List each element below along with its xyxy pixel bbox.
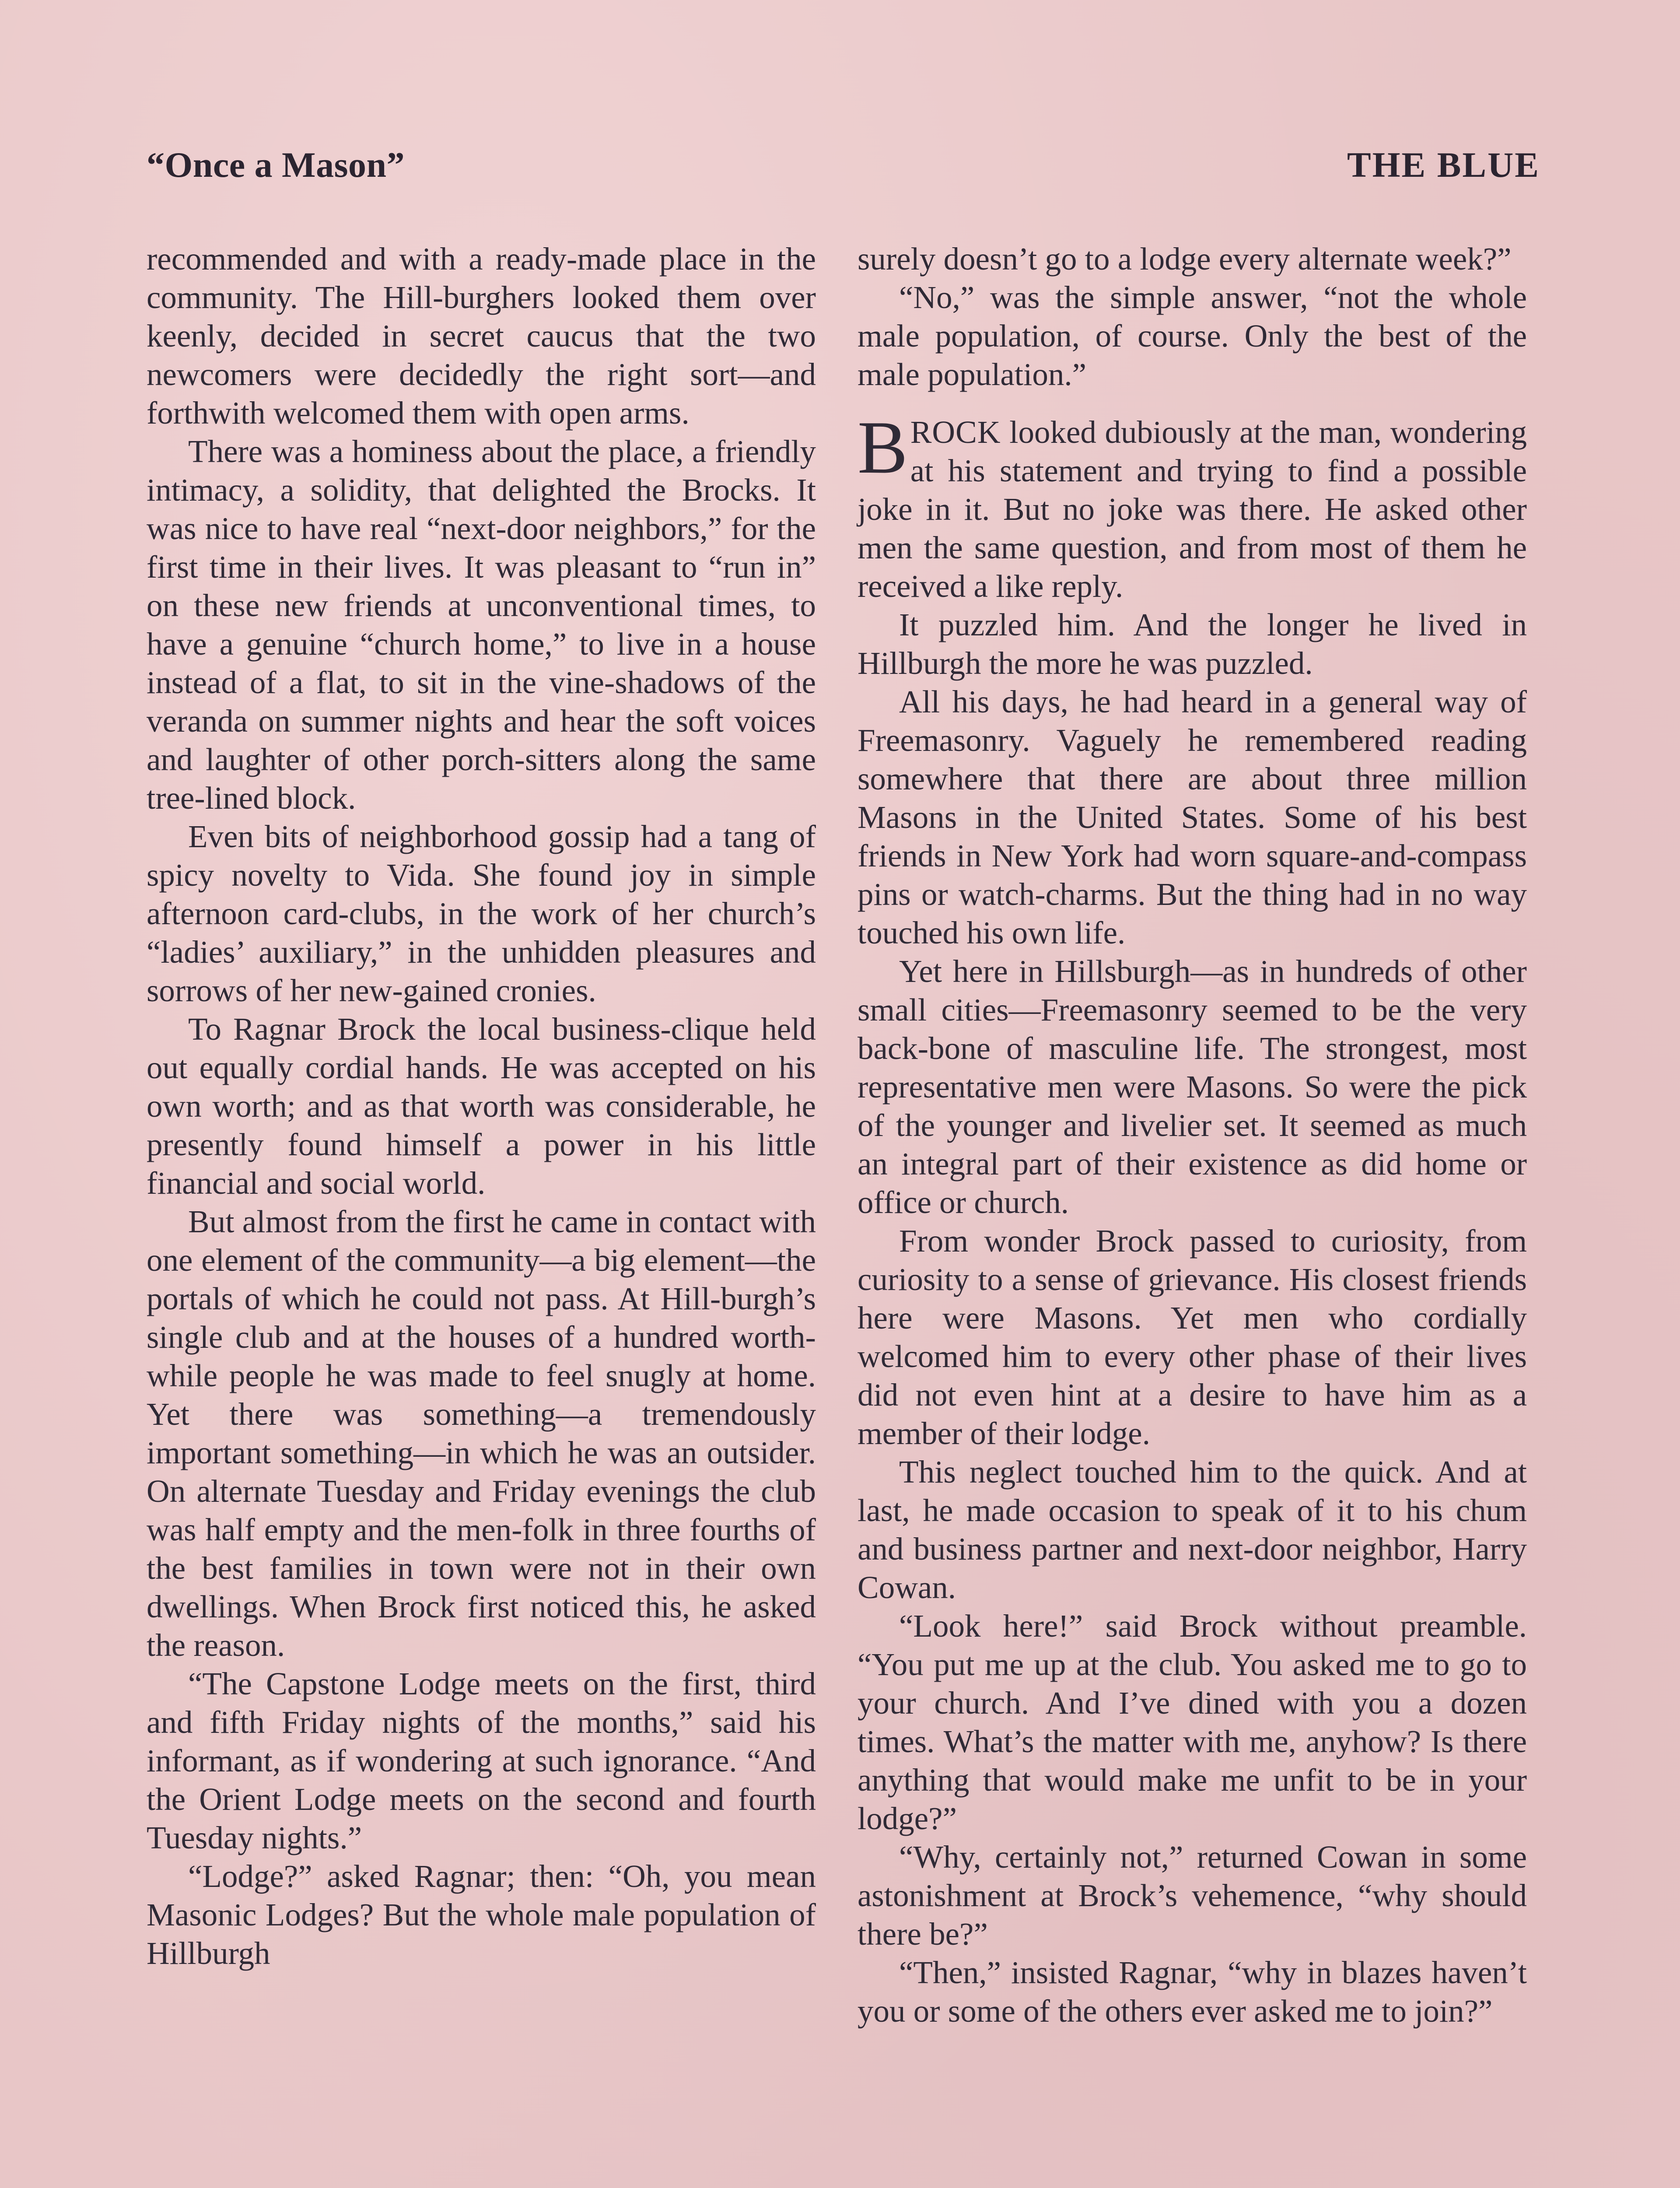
paragraph: Even bits of neighborhood gossip had a tang of spicy novelty to Vida. She found joy in simple afternoon card-clubs, in the work of her church’s “ladies’ auxiliary,” in the unhidden pleasures and sorrows of her new-gained cronies. bbox=[147, 819, 816, 1008]
paragraph: From wonder Brock passed to curiosity, from curiosity to a sense of grievance. His closest friends here were Masons. Yet men who cordially welcomed him to every other phase of their lives did not even hint at a desire to have him as a member of their lodge. bbox=[858, 1223, 1527, 1451]
paragraph: It puzzled him. And the longer he lived in Hillburgh the more he was puzzled. bbox=[858, 607, 1527, 681]
drop-cap: B bbox=[858, 406, 908, 489]
paragraph: There was a hominess about the place, a friendly intimacy, a solidity, that delighted the Brocks. It was nice to have real “next-door neighbors,” for the first time in their lives. It was pleasant to “run in” on these new friends at unconventional times, to have a genuine “church home,” to live in a house instead of a flat, to sit in the vine-shadows of the veranda on summer nights and hear the soft voices and laughter of other porch-sitters along the same tree-lined block. bbox=[147, 434, 816, 816]
paragraph: All his days, he had heard in a general way of Freemasonry. Vaguely he remembered reading somewhere that there are about three million Masons in the United States. Some of his best friends in New York had worn square-and-compass pins or watch-charms. But the thing had in no way touched his own life. bbox=[858, 684, 1527, 950]
paragraph: “No,” was the simple answer, “not the whole male population, of course. Only the best of the male population.” bbox=[858, 280, 1527, 392]
left-column bbox=[147, 240, 816, 1973]
paragraph: To Ragnar Brock the local business-clique held out equally cordial hands. He was accepted on his own worth; and as that worth was considerable, he presently found himself a power in his little financial and social world. bbox=[147, 1011, 816, 1201]
paragraph: But almost from the first he came in contact with one element of the community—a big element—the portals of which he could not pass. At Hill-burgh’s single club and at the houses of a hundred worth-while people he was made to feel snugly at home. Yet there was something—a tremendously important something—in which he was an outsider. On alternate Tuesday and Friday evenings the club was half empty and the men-folk in three fourths of the best families in town were not in their own dwellings. When Brock first noticed this, he asked the reason. bbox=[147, 1204, 816, 1663]
paragraph: This neglect touched him to the quick. And at last, he made occasion to speak of it to his chum and business partner and next-door neighbor, Harry Cowan. bbox=[858, 1454, 1527, 1605]
paragraph: “Lodge?” asked Ragnar; then: “Oh, you mean Masonic Lodges? But the whole male population of Hillburgh bbox=[147, 1858, 816, 1971]
paragraph: “Look here!” said Brock without preamble. “You put me up at the club. You asked me to go to your church. And I’ve dined with you a dozen times. What’s the matter with me, anyhow? Is there anything that would make me unfit to be in your lodge?” bbox=[858, 1608, 1527, 1836]
section-opening-paragraph bbox=[858, 406, 1527, 606]
right-column bbox=[858, 240, 1527, 2030]
running-head-title: “Once a Mason” bbox=[147, 145, 405, 185]
paragraph-text: looked dubiously at the man, wondering at his statement and trying to find a possible joke in it. But no joke was there. He asked other men the same question, and from most of them he received a like reply. bbox=[858, 414, 1527, 604]
running-head-magazine: THE BLUE bbox=[1347, 145, 1540, 185]
paragraph: “The Capstone Lodge meets on the first, third and fifth Friday nights of the months,” said his informant, as if wondering at such ignorance. “And the Orient Lodge meets on the second and fourth Tuesday nights.” bbox=[147, 1666, 816, 1855]
small-caps-word: ROCK bbox=[910, 414, 1001, 450]
paragraph: “Then,” insisted Ragnar, “why in blazes haven’t you or some of the others ever asked me to join?” bbox=[858, 1955, 1527, 2029]
paragraph: “Why, certainly not,” returned Cowan in some astonishment at Brock’s vehemence, “why should there be?” bbox=[858, 1839, 1527, 1952]
paragraph: recommended and with a ready-made place in the community. The Hill-burghers looked them over keenly, decided in secret caucus that the two newcomers were decidedly the right sort—and forthwith welcomed them with open arms. bbox=[147, 241, 816, 431]
paragraph: surely doesn’t go to a lodge every alternate week?” bbox=[858, 241, 1512, 277]
paragraph: Yet here in Hillsburgh—as in hundreds of other small cities—Freemasonry seemed to be the very back-bone of masculine life. The strongest, most representative men were Masons. So were the pick of the younger and livelier set. It seemed as much an integral part of their existence as did home or office or church. bbox=[858, 954, 1527, 1220]
